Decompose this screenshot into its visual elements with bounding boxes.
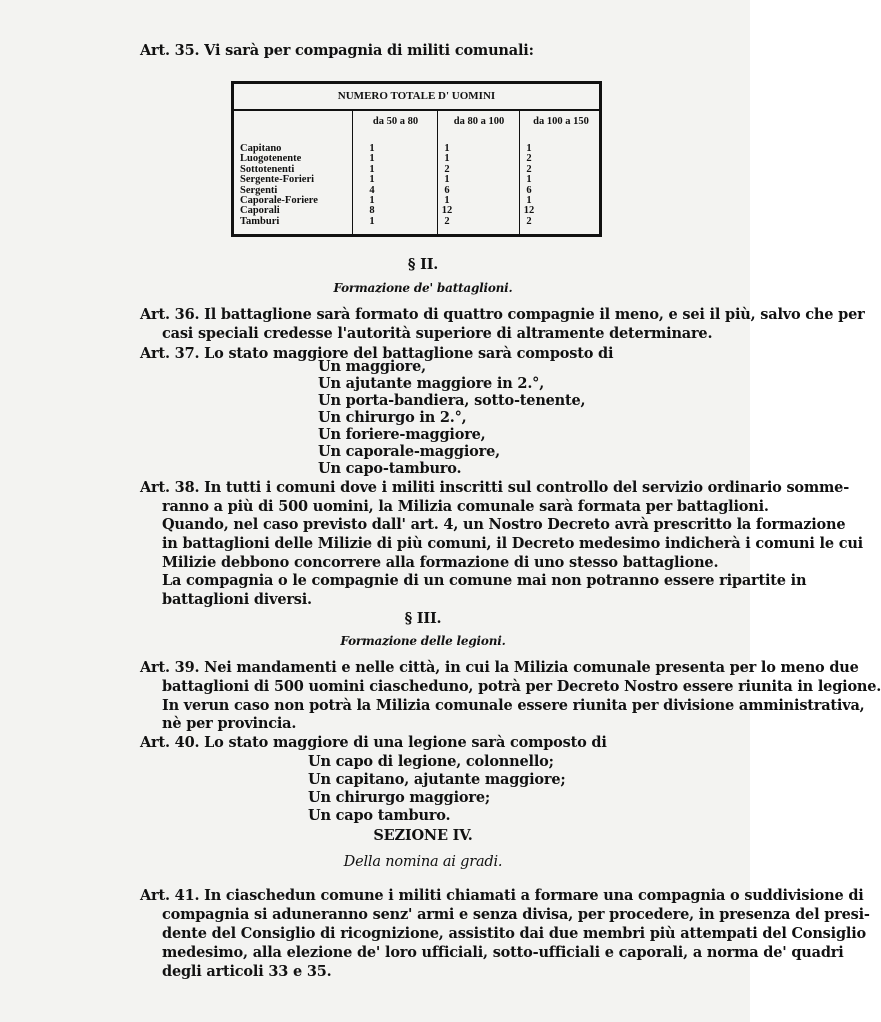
list-item: Un chirurgo maggiore; (308, 789, 491, 806)
officers-table (231, 81, 602, 237)
art-41-line: dente del Consiglio di ricognizione, assistito dai due membri più attempati del Consiglio (162, 925, 866, 942)
cell-value: 1 (444, 174, 450, 186)
cell-value: 1 (369, 174, 375, 186)
section-3-title: Formazione delle legioni. (340, 634, 506, 648)
list-item: Un maggiore, (318, 358, 426, 375)
art-38-line: Quando, nel caso previsto dall' art. 4, un Nostro Decreto avrà prescritto la formazione (162, 516, 846, 533)
cell-value: 1 (369, 143, 375, 154)
art-36-line: casi speciali credesse l'autorità superiore di altramente determinare. (162, 325, 713, 342)
cell-value: 4 (369, 184, 375, 196)
list-item: Un foriere-maggiore, (318, 426, 486, 443)
art-39-line: nè per provincia. (162, 715, 297, 732)
col-header: da 80 a 100 (453, 116, 505, 127)
section-2-title: Formazione de' battaglioni. (333, 281, 513, 295)
cell-value: 6 (444, 184, 450, 196)
art-38-line: in battaglioni delle Milizie di più comuni, il Decreto medesimo indicherà i comuni le cui (162, 535, 863, 552)
cell-value: 1 (444, 153, 450, 165)
cell-value: 1 (444, 195, 450, 206)
column-divider (352, 111, 353, 234)
art-39-line: Art. 40. Lo stato maggiore di una legione sarà composto di (140, 734, 607, 751)
row-label: Capitano (240, 143, 282, 154)
list-item: Un capo di legione, colonnello; (308, 753, 554, 770)
row-label: Tamburi (240, 215, 280, 227)
art-39-line: In verun caso non potrà la Milizia comunale essere riunita per divisione amministrativa, (162, 697, 865, 714)
list-item: Un capo-tamburo. (318, 460, 462, 477)
col-header: da 100 a 150 (533, 116, 589, 127)
cell-value: 1 (369, 153, 375, 165)
art-38-line: La compagnia o le compagnie di un comune mai non potranno essere ripartite in (162, 572, 807, 589)
cell-value: 8 (369, 205, 375, 217)
row-label: Caporali (240, 205, 280, 217)
cell-value: 1 (526, 143, 532, 154)
table-divider (234, 109, 599, 111)
list-item: Un porta-bandiera, sotto-tenente, (318, 392, 586, 409)
list-item: Un capitano, ajutante maggiore; (308, 771, 566, 788)
art-41-line: Art. 41. In ciaschedun comune i militi chiamati a formare una compagnia o suddivisione di (140, 887, 864, 904)
cell-value: 2 (526, 215, 532, 227)
cell-value: 2 (526, 153, 532, 165)
list-item: Un ajutante maggiore in 2.°, (318, 375, 545, 392)
section-4-title: Della nomina ai gradi. (343, 854, 503, 870)
cell-value: 12 (523, 205, 535, 217)
row-label: Sergente-Forieri (240, 174, 315, 186)
section-3-number: § III. (404, 610, 442, 627)
art-35: Art. 35. Vi sarà per compagnia di militi comunali: (140, 42, 534, 59)
cell-value: 6 (526, 184, 532, 196)
list-item: Un chirurgo in 2.°, (318, 409, 467, 426)
col-header: da 50 a 80 (372, 116, 419, 127)
cell-value: 1 (369, 195, 375, 206)
art-41-line: medesimo, alla elezione de' loro ufficiali, sotto-ufficiali e caporali, a norma de' quadri (162, 944, 844, 961)
section-4-number: SEZIONE IV. (373, 827, 473, 844)
art-36-line: Art. 36. Il battaglione sarà formato di quattro compagnie il meno, e sei il più, salvo che per (140, 306, 865, 323)
art-38-line: ranno a più di 500 uomini, la Milizia comunale sarà formata per battaglioni. (162, 498, 769, 515)
art-38-line: Art. 38. In tutti i comuni dove i militi inscritti sul controllo del servizio ordinario somme- (140, 479, 850, 496)
art-38-line: battaglioni diversi. (162, 591, 312, 608)
cell-value: 1 (444, 143, 450, 154)
cell-value: 1 (526, 174, 532, 186)
section-2-number: § II. (407, 256, 439, 273)
art-39-line: Art. 39. Nei mandamenti e nelle città, in cui la Milizia comunale presenta per lo meno due (140, 659, 859, 676)
art-39-line: battaglioni di 500 uomini ciascheduno, potrà per Decreto Nostro essere riunita in legione. (162, 678, 881, 695)
art-41-line: compagnia si aduneranno senz' armi e senza divisa, per procedere, in presenza del presi- (162, 906, 870, 923)
row-label: Caporale-Foriere (240, 195, 318, 206)
cell-value: 12 (441, 205, 453, 217)
cell-value: 1 (369, 163, 375, 175)
art-38-line: Milizie debbono concorrere alla formazione di uno stesso battaglione. (162, 554, 719, 571)
list-item: Un caporale-maggiore, (318, 443, 500, 460)
cell-value: 2 (444, 163, 450, 175)
cell-value: 2 (444, 215, 450, 227)
cell-value: 2 (526, 163, 532, 175)
cell-value: 1 (526, 195, 532, 206)
art-37: Art. 37. Lo stato maggiore del battaglione sarà composto di (140, 345, 614, 362)
row-label: Sergenti (240, 184, 278, 196)
row-label: Sottotenenti (240, 163, 295, 175)
list-item: Un capo tamburo. (308, 807, 451, 824)
row-label: Luogotenente (240, 153, 302, 165)
cell-value: 1 (369, 215, 375, 227)
art-41-line: degli articoli 33 e 35. (162, 963, 332, 980)
table-title: NUMERO TOTALE D' UOMINI (337, 90, 496, 102)
